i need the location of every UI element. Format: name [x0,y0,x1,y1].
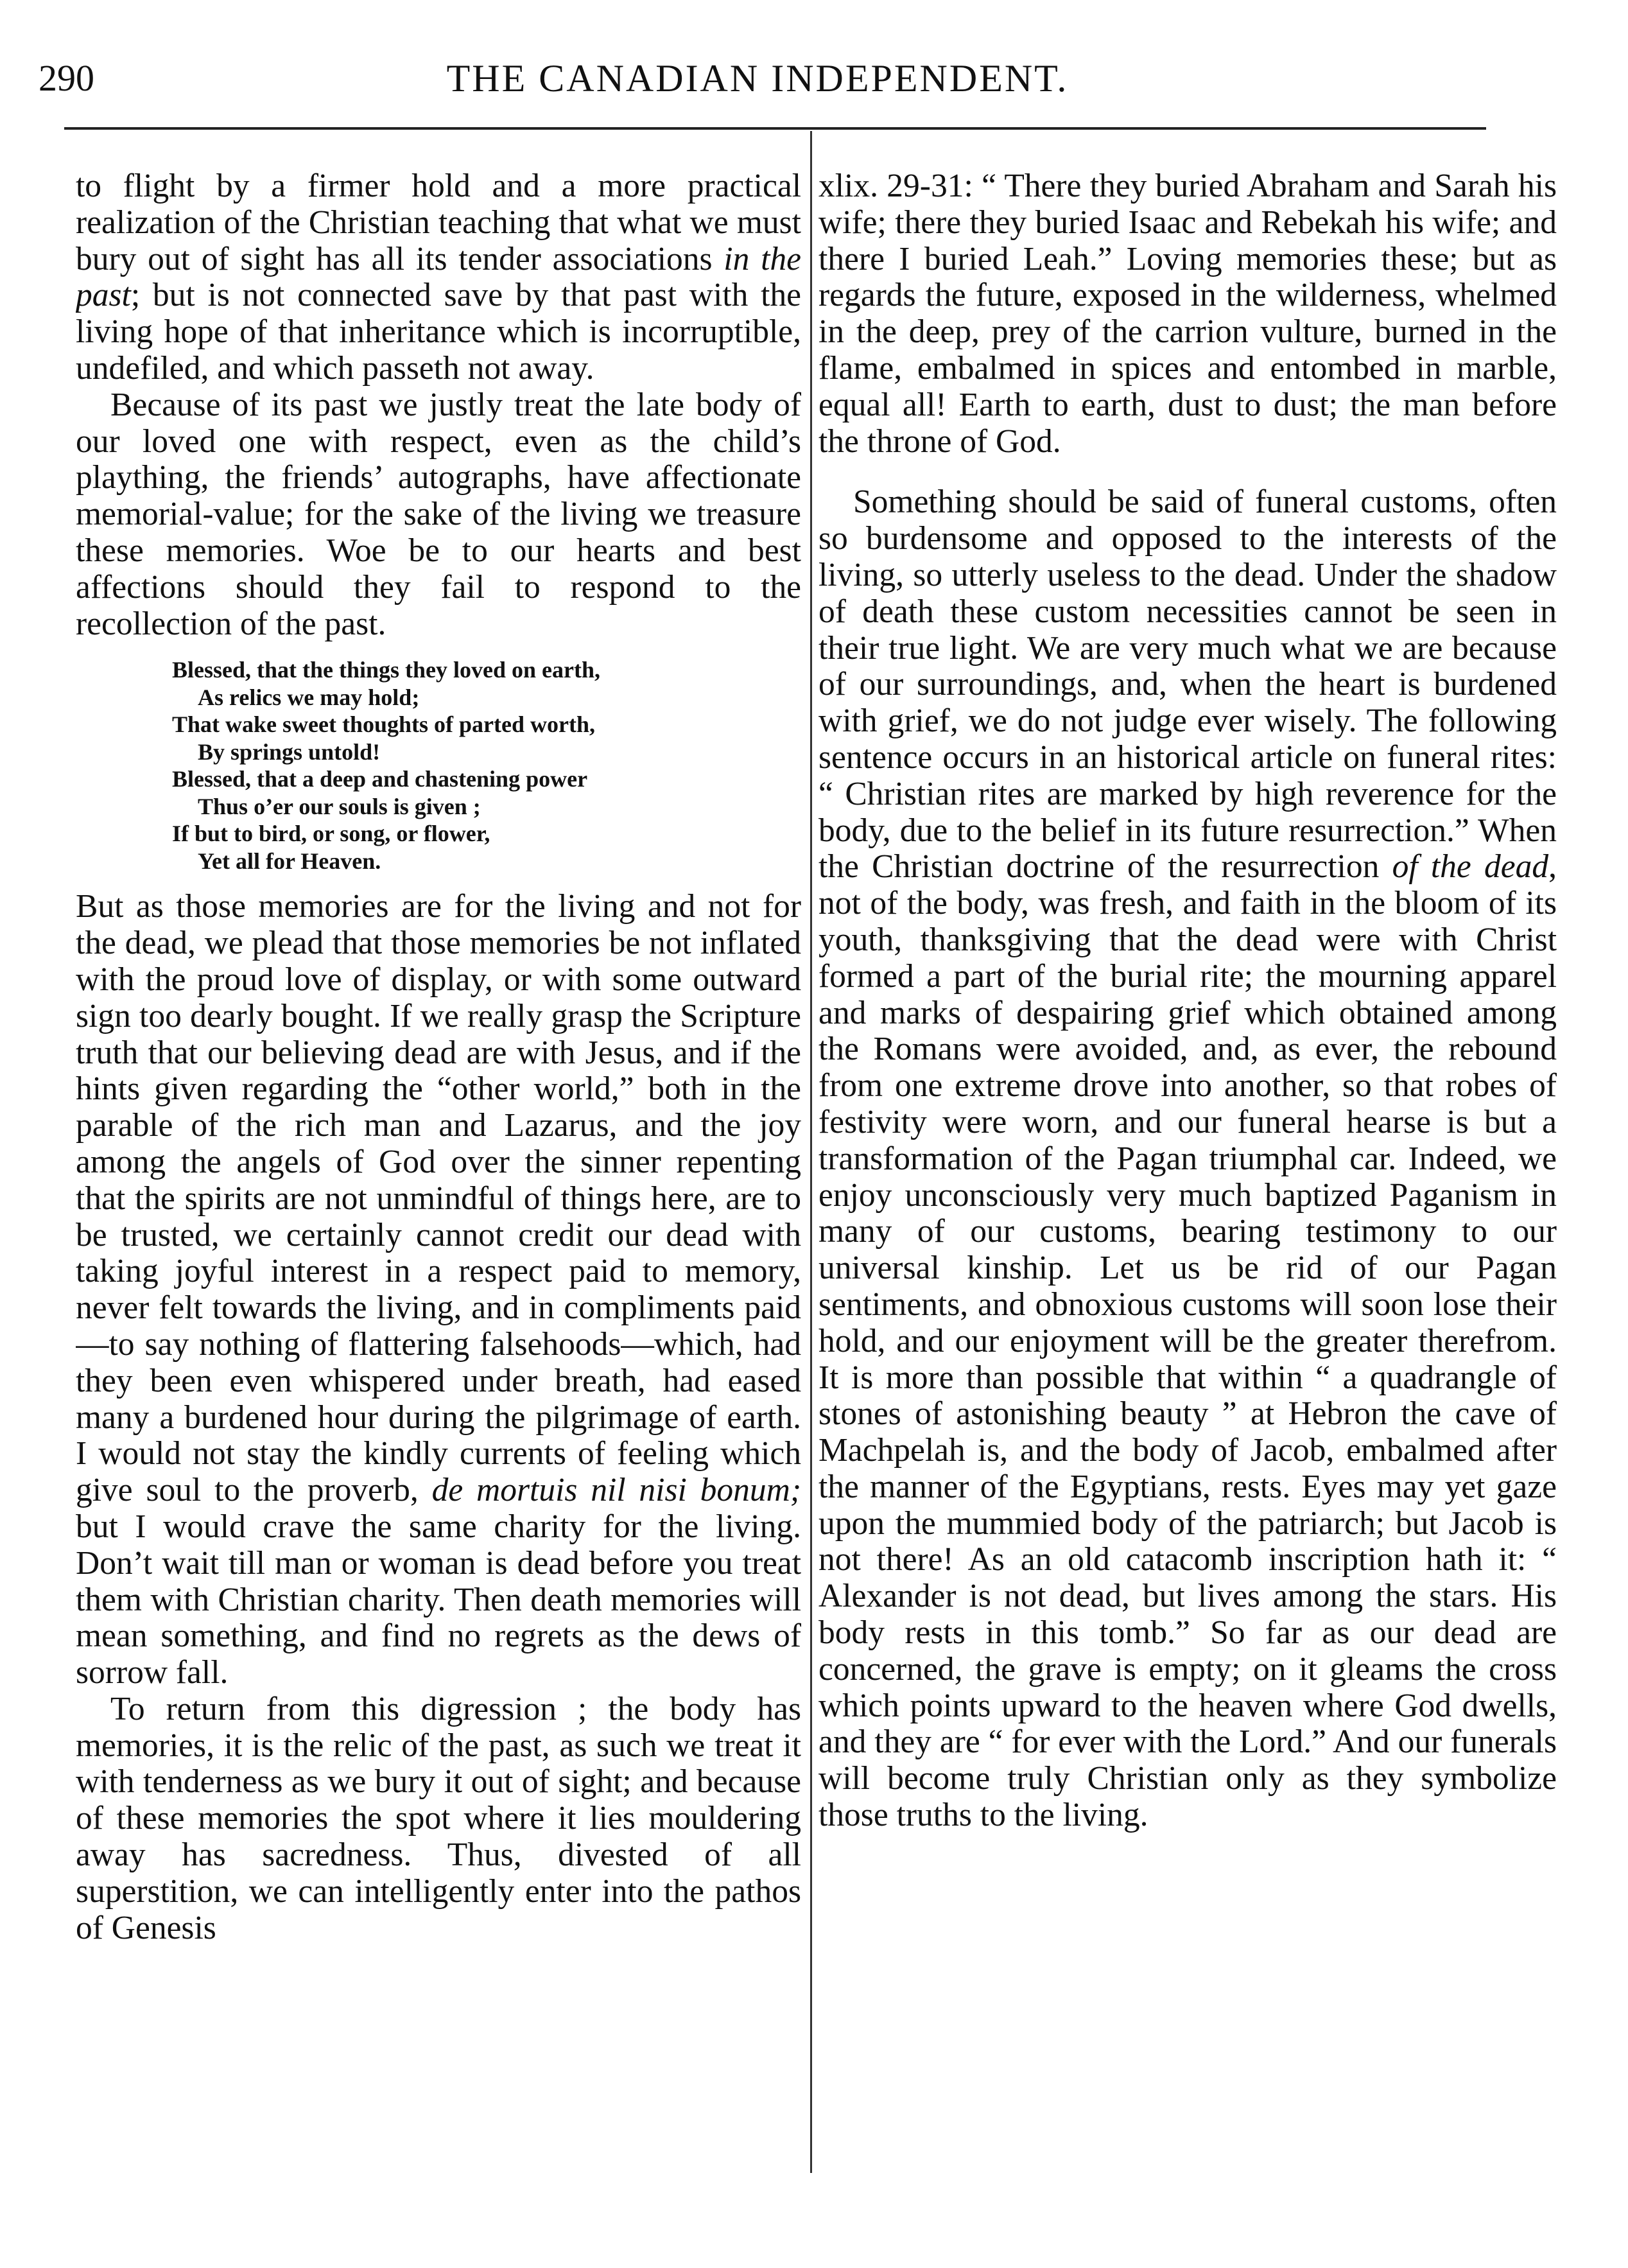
verse-line: Blessed, that a deep and chastening power [172,766,588,792]
left-paragraph-1: to flight by a firmer hold and a more practical realization of the Christian teaching that what we must bury out of sight has all its tender associations in the past; but is not connected save by that past with the living hope of that inheritance which is incorruptible, undefiled, and which passeth not away. [76,168,801,387]
verse-line: If but to bird, or song, or flower, [172,821,490,847]
page-number: 290 [39,57,94,99]
right-column [818,168,1557,2178]
verse-line: Yet all for Heaven. [198,848,381,874]
emphasis-of-the-dead: of the dead [1392,848,1549,885]
poem-verse [172,656,801,875]
left-column [76,168,801,2178]
verse-line: By springs untold! [198,738,381,765]
page-header [39,53,1476,104]
right-paragraph-2: Something should be said of funeral customs, often so burdensome and opposed to the interests of the living, so utterly useless to the dead. Under the shadow of death these custom necessities cannot be seen in their true light. We are very much what we are because of our surroundings, and, when the heart is burdened with grief, we do not judge ever wisely. The following sentence occurs in an historical article on funeral rites: “ Christian rites are marked by high reverence for the body, due to the belief in its future resurrection.” When the Christian doctrine of the resurrection of the dead, not of the body, was fresh, and faith in the bloom of its youth, thanksgiving that the dead were with Christ formed a part of the burial rite; the mourning apparel and marks of despairing grief which obtained among the Romans were avoided, and, as ever, the rebound from one extreme drove into another, so that robes of festivity were worn, and our funeral hearse is but a transformation of the Pagan triumphal car. Indeed, we enjoy unconsciously very much baptized Paganism in many of our customs, bearing testimony to our universal kinship. Let us be rid of our Pagan sentiments, and obnoxious customs will soon lose their hold, and our enjoyment will be the greater therefrom. It is more than possible that within “ a quadrangle of stones of astonishing beauty ” at Hebron the cave of Machpelah is, and the body of Jacob, embalmed after the manner of the Egyptians, rests. Eyes may yet gaze upon the mummied body of the patriarch; but Jacob is not there! As an old catacomb inscription hath it: “ Alexander is not dead, but lives among the stars. His body rests in this tomb.” So far as our dead are concerned, the grave is empty; on it gleams the cross which points upward to the heaven where God dwells, and they are “ for ever with the Lord.” And our funerals will become truly Christian only as they symbolize those truths to the living. [818,484,1557,1834]
left-paragraph-2: Because of its past we justly treat the late body of our loved one with respect, even as the child’s plaything, the friends’ autographs, have affectionate memorial-value; for the sake of the living we treasure these memories. Woe be to our hearts and best affections should they fail to respond to the recollection of the past. [76,386,801,642]
emphasis-in-the-past: in the past [76,240,801,314]
journal-title: THE CANADIAN INDEPENDENT. [446,57,1069,100]
verse-line: That wake sweet thoughts of parted worth, [172,711,595,738]
left-paragraph-3: But as those memories are for the living and not for the dead, we plead that those memories be not inflated with the proud love of display, or with some outward sign too dearly bought. If we really grasp the Scripture truth that our believing dead are with Jesus, and if the hints given regarding the “other world,” both in the parable of the rich man and Lazarus, and the joy among the angels of God over the sinner repenting that the spirits are not unmindful of things here, are to be trusted, we certainly cannot credit our dead with taking joyful interest in a respect paid to memory, never felt towards the living, and in compliments paid—to say nothing of flattering falsehoods—which, had they been even whispered under breath, had eased many a burdened hour during the pilgrimage of earth. I would not stay the kindly currents of feeling which give soul to the proverb, de mortuis nil nisi bonum; but I would crave the same charity for the living. Don’t wait till man or woman is dead before you treat them with Christian charity. Then death memories will mean something, and find no regrets as the dews of sorrow fall. [76,888,801,1691]
left-paragraph-4: To return from this digression ; the body has memories, it is the relic of the past, as such we treat it with tenderness as we bury it out of sight; and because of these memories the spot where it lies mouldering away has sacredness. Thus, divested of all superstition, we can intelligently enter into the pathos of Genesis [76,1690,801,1946]
emphasis-latin-proverb: de mortuis nil nisi bonum; [431,1472,801,1509]
column-divider [810,131,812,2173]
verse-line: As relics we may hold; [198,684,420,710]
verse-line: Blessed, that the things they loved on earth, [172,657,601,683]
right-paragraph-1: xlix. 29-31: “ There they buried Abraham and Sarah his wife; there they buried Isaac and Rebekah his wife; and there I buried Leah.” Loving memories these; but as regards the future, exposed in the wilderness, whelmed in the deep, prey of the carrion vulture, burned in the flame, embalmed in spices and entombed in marble, equal all! Earth to earth, dust to dust; the man before the throne of God. [818,168,1557,460]
header-rule [64,127,1486,130]
verse-line: Thus o’er our souls is given ; [198,793,481,819]
